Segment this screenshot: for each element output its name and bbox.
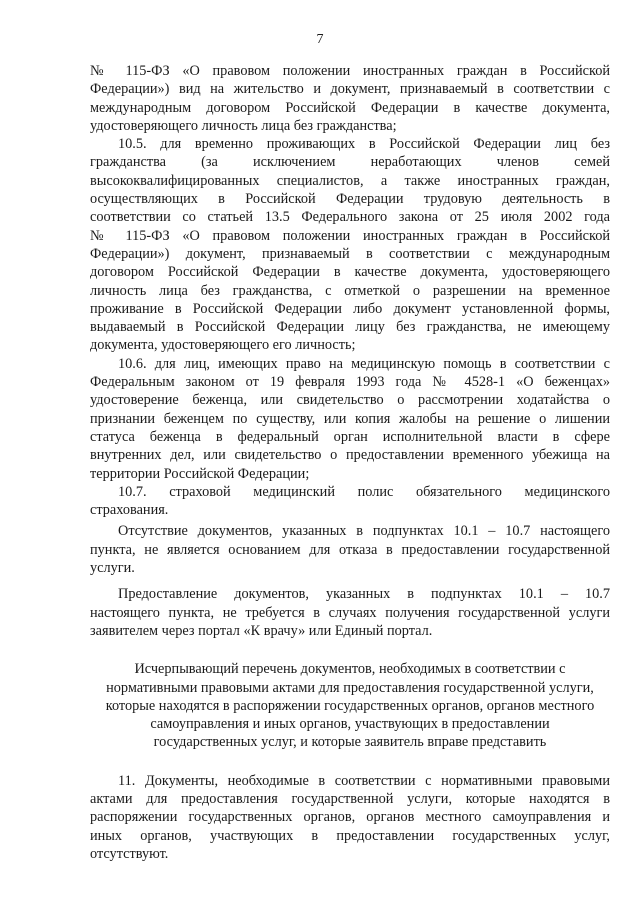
text-line: Федерации») вид на жительство и документ, признаваемый в соответствии с [90,81,610,98]
text-line: Предоставление документов, указанных в подпунктах 10.1 – 10.7 [118,586,610,603]
text-line: страхования. [90,502,169,519]
heading-line: нормативными правовыми актами для предоставления государственной услуги, [106,679,594,696]
text-line: распоряжении государственных органов, органов местного самоуправления и [90,809,610,826]
text-line: признании беженцем по существу, или копия жалобы на решение о лишении [90,410,610,427]
paragraph-10-5 [90,135,610,355]
text-line: договором Российской Федерации в качестве документа, удостоверяющего [90,264,610,281]
section-heading [80,660,620,751]
text-line: проживание в Российской Федерации либо документ установленной формы, [90,300,610,317]
text-line: Федерации») документ, признаваемый в соответствии с международным [90,245,610,262]
heading-line: самоуправления и иных органов, участвующих в предоставлении [150,716,550,733]
text-line: настоящего пункта, не требуется в случаях получения государственной услуги [90,604,610,621]
text-line: осуществляющих в Российской Федерации трудовую деятельность в [90,191,610,208]
text-line: иных органов, участвующих в предоставлении государственных услуг, [90,827,610,844]
text-line: личность лица без гражданства, с отметкой о разрешении на временное [90,282,610,299]
text-line: Отсутствие документов, указанных в подпунктах 10.1 – 10.7 настоящего [118,523,610,540]
text-line: удостоверение беженца, или свидетельство о рассмотрении ходатайства о [90,392,610,409]
text-line: территории Российской Федерации; [90,465,310,482]
text-line: 10.7. страховой медицинский полис обязательного медицинского [118,483,610,500]
text-line: отсутствуют. [90,845,169,862]
text-line: услуги. [90,560,135,577]
text-line: 11. Документы, необходимые в соответствии с нормативными правовыми [118,772,610,789]
text-line: удостоверяющего личность лица без гражданства; [90,117,397,134]
text-line: внутренних дел, или свидетельство о предоставлении временного убежища на [90,447,610,464]
paragraph-10-6 [90,355,610,483]
text-line: высококвалифицированных специалистов, а также иностранных граждан, [90,172,610,189]
paragraph-11 [90,772,610,863]
text-line: № 115-ФЗ «О правовом положении иностранных граждан в Российской [90,227,610,244]
text-line: соответствии со статьей 13.5 Федерального закона от 25 июля 2002 года [90,209,610,226]
text-line: гражданства (за исключением неработающих членов семей [90,154,610,171]
text-line: документа, удостоверяющего его личность; [90,337,356,354]
text-line: Федеральным законом от 19 февраля 1993 года № 4528-1 «О беженцах» [90,374,610,391]
text-line: заявителем через портал «К врачу» или Единый портал. [90,622,433,639]
heading-line: государственных услуг, и которые заявитель вправе представить [153,734,547,751]
page-number: 7 [316,32,324,47]
paragraph-provision [90,585,610,640]
text-line: статуса беженца в федеральный орган исполнительной власти в сфере [90,428,610,445]
paragraph-continuation [90,62,610,135]
heading-line: которые находятся в распоряжении государственных органов, органов местного [105,697,595,714]
paragraph-10-7 [90,483,610,520]
document-body [90,62,610,863]
text-line: 10.6. для лиц, имеющих право на медицинскую помощь в соответствии с [118,355,610,372]
text-line: 10.5. для временно проживающих в Российской Федерации лиц без [118,136,610,153]
paragraph-absence [90,522,610,577]
text-line: актами для предоставления государственной услуги, которые находятся в [90,790,610,807]
text-line: № 115-ФЗ «О правовом положении иностранных граждан в Российской [90,63,610,79]
text-line: международным договором Российской Федерации в качестве документа, [90,99,610,116]
text-line: пункта, не является основанием для отказа в предоставлении государственной [90,541,610,558]
text-line: выдаваемый в Российской Федерации лицу без гражданства, не имеющему [90,319,610,336]
heading-line: Исчерпывающий перечень документов, необходимых в соответствии с [134,661,566,678]
